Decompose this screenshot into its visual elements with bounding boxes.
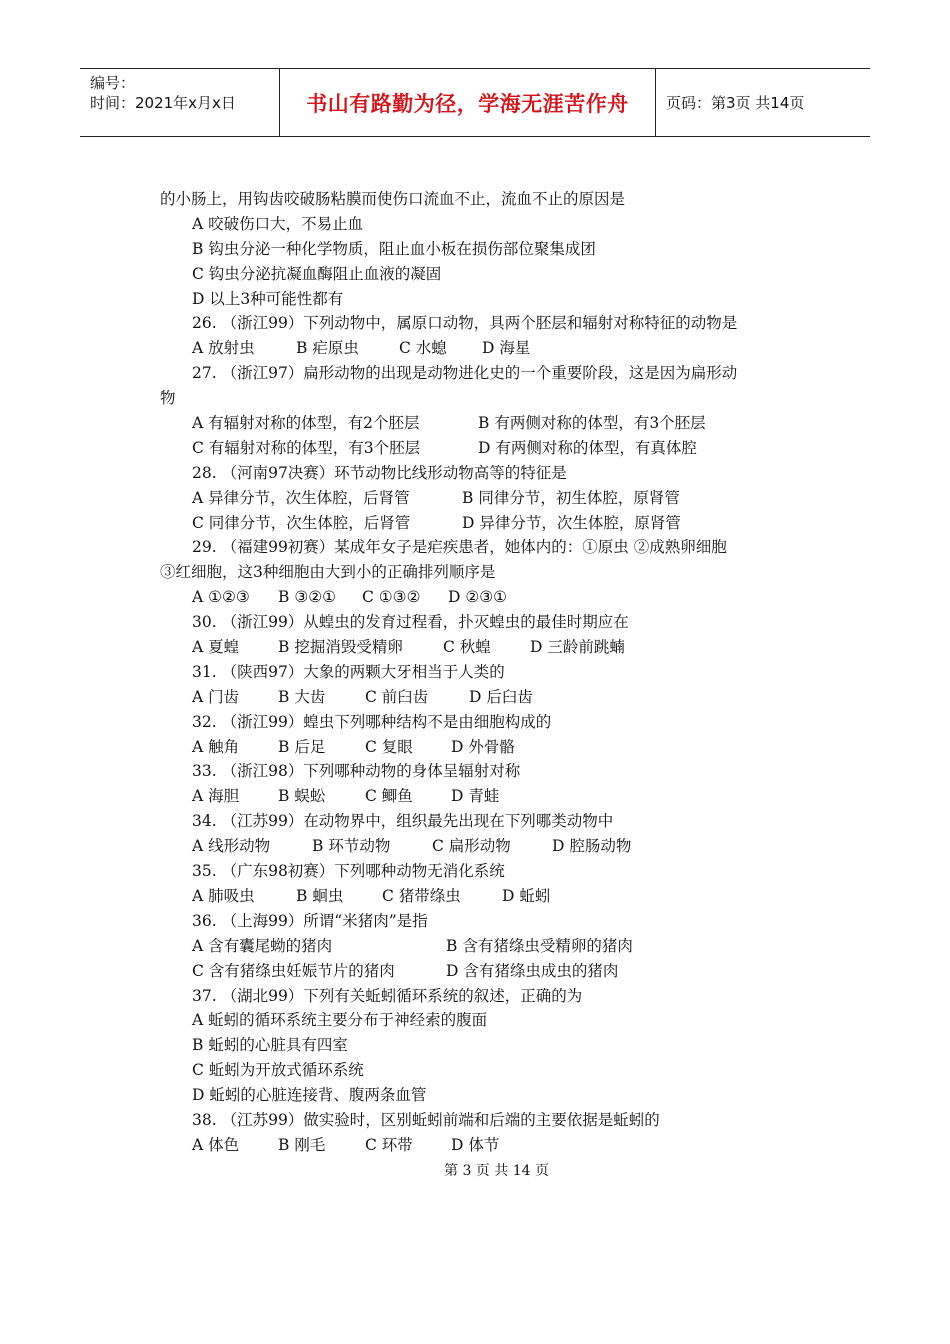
text-line: 37. （湖北99）下列有关蚯蚓循环系统的叙述，正确的为 [192, 986, 583, 1005]
page-footer [0, 1160, 950, 1180]
text-line: A 咬破伤口大，不易止血 [192, 214, 364, 233]
text-line: C 蚯蚓为开放式循环系统 [192, 1061, 364, 1080]
answer-option: B 后足 [278, 737, 326, 756]
answer-option: B 刚毛 [278, 1135, 326, 1154]
answer-option: D 体节 [451, 1135, 500, 1154]
answer-option: B 同律分节，初生体腔，原肾管 [462, 488, 680, 507]
answer-option: D 三龄前跳蝻 [530, 638, 625, 657]
option-row [160, 685, 800, 710]
text-line: 29. （福建99初赛）某成年女子是疟疾患者，她体内的：①原虫 ②成熟卵细胞 [192, 538, 727, 557]
answer-option: A 门齿 [192, 687, 240, 706]
header-meta [80, 69, 280, 136]
option-row [160, 585, 800, 610]
answer-option: D 含有猪绦虫成虫的猪肉 [446, 961, 619, 980]
answer-option: A 夏蝗 [192, 638, 240, 657]
text-line: 32. （浙江99）蝗虫下列哪种结构不是由细胞构成的 [192, 712, 552, 731]
text-line: 34. （江苏99）在动物界中，组织最先出现在下列哪类动物中 [192, 812, 614, 831]
option-row [160, 436, 800, 461]
answer-option: B 蛔虫 [296, 886, 344, 905]
option-row [160, 635, 800, 660]
header-motto: 书山有路勤为径，学海无涯苦作舟 [280, 69, 656, 136]
answer-option: A 有辐射对称的体型，有2个胚层 [192, 414, 420, 433]
option-row [160, 884, 800, 909]
option-row [160, 411, 800, 436]
text-line: B 蚯蚓的心脏具有四室 [192, 1036, 348, 1055]
text-line: 的小肠上，用钩齿咬破肠粘膜而使伤口流血不止，流血不止的原因是 [160, 190, 626, 208]
answer-option: A 触角 [192, 737, 240, 756]
answer-option: C 同律分节，次生体腔，后肾管 [192, 513, 411, 532]
answer-option: D 腔肠动物 [552, 837, 632, 856]
answer-option: C 鲫鱼 [365, 787, 413, 806]
answer-option: B 含有猪绦虫受精卵的猪肉 [446, 936, 633, 955]
header-page-info: 页码：第3页 共14页 [666, 94, 805, 112]
option-row [160, 834, 800, 859]
text-line: A 蚯蚓的循环系统主要分布于神经索的腹面 [192, 1011, 488, 1030]
text-line: 物 [160, 389, 176, 408]
answer-option: B 蜈蚣 [278, 787, 326, 806]
option-row [160, 784, 800, 809]
document-body [160, 187, 800, 1158]
option-row [160, 934, 800, 959]
answer-option: D ②③① [448, 588, 508, 607]
time-label: 时间：2021年x月x日 [90, 94, 236, 112]
option-row [160, 959, 800, 984]
answer-option: C 环带 [365, 1135, 413, 1154]
answer-option: B ③②① [278, 588, 337, 607]
answer-option: D 有两侧对称的体型，有真体腔 [478, 438, 697, 457]
text-line: 38. （江苏99）做实验时，区别蚯蚓前端和后端的主要依据是蚯蚓的 [192, 1110, 660, 1129]
answer-option: C 前臼齿 [365, 687, 429, 706]
answer-option: A 肺吸虫 [192, 886, 255, 905]
text-line: 31. （陕西97）大象的两颗大牙相当于人类的 [192, 662, 505, 681]
number-label: 编号： [90, 74, 136, 92]
text-line: 30. （浙江99）从蝗虫的发育过程看，扑灭蝗虫的最佳时期应在 [192, 613, 629, 632]
answer-option: C 复眼 [365, 737, 413, 756]
answer-option: C 含有猪绦虫妊娠节片的猪肉 [192, 961, 395, 980]
text-line: ③红细胞，这3种细胞由大到小的正确排列顺序是 [160, 563, 496, 582]
text-line: B 钩虫分泌一种化学物质，阻止血小板在损伤部位聚集成团 [192, 239, 596, 258]
text-line: 27. （浙江97）扁形动物的出现是动物进化史的一个重要阶段，这是因为扁形动 [192, 364, 738, 383]
option-row [160, 336, 800, 361]
answer-option: C 秋蝗 [443, 638, 491, 657]
answer-option: B 大齿 [278, 687, 326, 706]
text-line: D 蚯蚓的心脏连接背、腹两条血管 [192, 1086, 427, 1105]
text-line: 33. （浙江98）下列哪种动物的身体呈辐射对称 [192, 762, 521, 781]
option-row [160, 511, 800, 536]
answer-option: A 放射虫 [192, 339, 255, 358]
answer-option: D 海星 [482, 339, 531, 358]
answer-option: A 体色 [192, 1135, 240, 1154]
answer-option: B 疟原虫 [296, 339, 359, 358]
answer-option: C 猪带绦虫 [382, 886, 461, 905]
answer-option: B 挖掘消毁受精卵 [278, 638, 403, 657]
answer-option: D 外骨骼 [451, 737, 515, 756]
text-line: C 钩虫分泌抗凝血酶阻止血液的凝固 [192, 264, 442, 283]
answer-option: A ①②③ [192, 588, 250, 607]
answer-option: D 青蛙 [451, 787, 500, 806]
answer-option: A 海胆 [192, 787, 240, 806]
answer-option: D 蚯蚓 [502, 886, 551, 905]
text-line: 36. （上海99）所谓“米猪肉”是指 [192, 911, 428, 930]
answer-option: A 含有囊尾蚴的猪肉 [192, 936, 333, 955]
option-row [160, 735, 800, 760]
option-row [160, 486, 800, 511]
answer-option: A 异律分节，次生体腔，后肾管 [192, 488, 410, 507]
text-line: 28. （河南97决赛）环节动物比线形动物高等的特征是 [192, 463, 567, 482]
answer-option: C 有辐射对称的体型，有3个胚层 [192, 438, 421, 457]
answer-option: C ①③② [362, 588, 421, 607]
text-line: 35. （广东98初赛）下列哪种动物无消化系统 [192, 862, 505, 881]
text-line: 26. （浙江99）下列动物中，属原口动物，具两个胚层和辐射对称特征的动物是 [192, 314, 738, 333]
answer-option: D 异律分节，次生体腔，原肾管 [462, 513, 681, 532]
footer-page-number: 第 3 页 共 14 页 [444, 1163, 549, 1179]
answer-option: B 环节动物 [312, 837, 391, 856]
page-header [80, 68, 870, 137]
answer-option: C 水螅 [399, 339, 447, 358]
text-line: D 以上3种可能性都有 [192, 289, 344, 308]
answer-option: C 扁形动物 [432, 837, 511, 856]
answer-option: D 后臼齿 [469, 687, 533, 706]
answer-option: B 有两侧对称的体型，有3个胚层 [478, 414, 706, 433]
answer-option: A 线形动物 [192, 837, 271, 856]
option-row [160, 1133, 800, 1158]
